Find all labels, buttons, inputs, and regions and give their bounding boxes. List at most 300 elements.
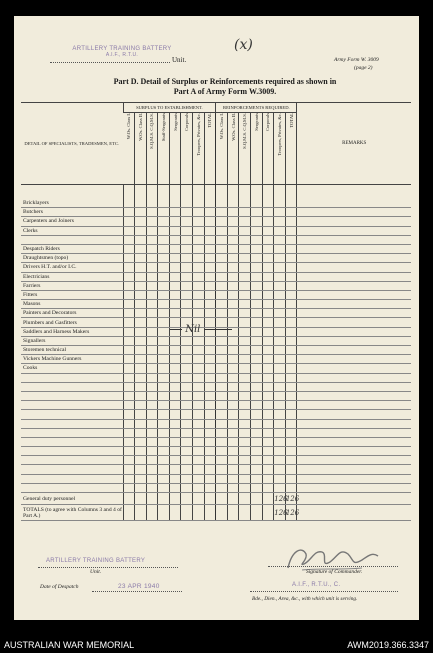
count-cell[interactable] <box>262 364 274 373</box>
count-cell[interactable] <box>274 185 286 199</box>
count-cell[interactable] <box>123 382 135 391</box>
count-cell[interactable] <box>274 437 286 446</box>
count-cell[interactable] <box>239 391 251 400</box>
count-cell[interactable] <box>204 217 216 226</box>
count-cell[interactable] <box>181 447 193 456</box>
count-cell[interactable] <box>239 493 251 505</box>
count-cell[interactable] <box>285 244 297 253</box>
count-cell[interactable] <box>204 290 216 299</box>
count-cell[interactable] <box>204 355 216 364</box>
count-cell[interactable] <box>204 235 216 244</box>
remarks-cell[interactable] <box>297 199 411 208</box>
count-cell[interactable] <box>285 419 297 428</box>
count-cell[interactable] <box>262 327 274 336</box>
remarks-cell[interactable] <box>297 327 411 336</box>
count-cell[interactable] <box>158 474 170 483</box>
count-cell[interactable] <box>227 364 239 373</box>
count-cell[interactable] <box>169 456 181 465</box>
count-cell[interactable] <box>193 382 205 391</box>
count-cell[interactable] <box>146 290 158 299</box>
count-cell[interactable] <box>181 263 193 272</box>
count-cell[interactable] <box>135 300 147 309</box>
count-cell[interactable] <box>239 364 251 373</box>
count-cell[interactable] <box>169 465 181 474</box>
count-cell[interactable] <box>158 483 170 492</box>
count-cell[interactable] <box>135 505 147 521</box>
count-cell[interactable] <box>158 327 170 336</box>
count-cell[interactable] <box>146 456 158 465</box>
count-cell[interactable] <box>216 244 228 253</box>
count-cell[interactable] <box>239 437 251 446</box>
count-cell[interactable] <box>274 401 286 410</box>
count-cell[interactable] <box>239 208 251 217</box>
count-cell[interactable] <box>204 309 216 318</box>
count-cell[interactable] <box>216 437 228 446</box>
count-cell[interactable] <box>262 373 274 382</box>
count-cell[interactable] <box>135 290 147 299</box>
count-cell[interactable] <box>227 401 239 410</box>
count-cell[interactable] <box>262 447 274 456</box>
count-cell[interactable] <box>123 391 135 400</box>
count-cell[interactable] <box>227 226 239 235</box>
count-cell[interactable] <box>123 364 135 373</box>
count-cell[interactable] <box>216 364 228 373</box>
count-cell[interactable] <box>285 254 297 263</box>
count-cell[interactable] <box>181 244 193 253</box>
count-cell[interactable] <box>193 309 205 318</box>
count-cell[interactable] <box>239 465 251 474</box>
count-cell[interactable] <box>204 373 216 382</box>
count-cell[interactable] <box>123 355 135 364</box>
count-cell[interactable] <box>169 290 181 299</box>
count-cell[interactable] <box>158 346 170 355</box>
count-cell[interactable] <box>227 281 239 290</box>
count-cell[interactable] <box>285 327 297 336</box>
count-cell[interactable] <box>274 474 286 483</box>
count-cell[interactable] <box>227 465 239 474</box>
count-cell[interactable] <box>262 437 274 446</box>
count-cell[interactable] <box>227 290 239 299</box>
count-cell[interactable] <box>239 254 251 263</box>
count-cell[interactable] <box>135 318 147 327</box>
count-cell[interactable] <box>135 382 147 391</box>
count-cell[interactable] <box>158 208 170 217</box>
count-cell[interactable] <box>123 272 135 281</box>
count-cell[interactable] <box>262 474 274 483</box>
count-cell[interactable] <box>193 254 205 263</box>
count-cell[interactable] <box>251 364 263 373</box>
count-cell[interactable] <box>239 401 251 410</box>
count-cell[interactable] <box>158 419 170 428</box>
count-cell[interactable] <box>227 391 239 400</box>
count-cell[interactable] <box>204 263 216 272</box>
count-cell[interactable] <box>169 346 181 355</box>
count-cell[interactable] <box>274 355 286 364</box>
count-cell[interactable] <box>169 217 181 226</box>
count-cell[interactable] <box>193 456 205 465</box>
count-cell[interactable] <box>285 226 297 235</box>
count-cell[interactable] <box>193 391 205 400</box>
count-cell[interactable] <box>216 272 228 281</box>
count-cell[interactable] <box>262 419 274 428</box>
count-cell[interactable] <box>123 505 135 521</box>
count-cell[interactable] <box>193 437 205 446</box>
count-cell[interactable] <box>227 199 239 208</box>
remarks-cell[interactable] <box>297 428 411 437</box>
count-cell[interactable] <box>274 483 286 492</box>
count-cell[interactable] <box>285 346 297 355</box>
remarks-cell[interactable] <box>297 254 411 263</box>
count-cell[interactable] <box>239 474 251 483</box>
count-cell[interactable] <box>239 185 251 199</box>
count-cell[interactable] <box>239 410 251 419</box>
count-cell[interactable] <box>158 254 170 263</box>
remarks-cell[interactable] <box>297 437 411 446</box>
count-cell[interactable] <box>181 336 193 345</box>
count-cell[interactable]: 126 <box>274 494 288 503</box>
count-cell[interactable] <box>204 244 216 253</box>
count-cell[interactable] <box>123 300 135 309</box>
count-cell[interactable] <box>204 505 216 521</box>
count-cell[interactable] <box>251 290 263 299</box>
count-cell[interactable] <box>285 281 297 290</box>
count-cell[interactable] <box>123 226 135 235</box>
count-cell[interactable] <box>181 382 193 391</box>
count-cell[interactable] <box>227 373 239 382</box>
count-cell[interactable] <box>262 505 274 521</box>
remarks-cell[interactable] <box>297 318 411 327</box>
count-cell[interactable] <box>251 493 263 505</box>
count-cell[interactable] <box>193 419 205 428</box>
count-cell[interactable] <box>193 208 205 217</box>
count-cell[interactable] <box>227 217 239 226</box>
count-cell[interactable] <box>123 208 135 217</box>
count-cell[interactable] <box>239 300 251 309</box>
count-cell[interactable] <box>146 382 158 391</box>
remarks-cell[interactable] <box>297 244 411 253</box>
count-cell[interactable] <box>204 410 216 419</box>
count-cell[interactable] <box>285 465 297 474</box>
count-cell[interactable] <box>169 428 181 437</box>
count-cell[interactable] <box>216 208 228 217</box>
count-cell[interactable] <box>274 309 286 318</box>
count-cell[interactable] <box>274 318 286 327</box>
count-cell[interactable] <box>262 281 274 290</box>
count-cell[interactable] <box>285 364 297 373</box>
count-cell[interactable] <box>158 447 170 456</box>
count-cell[interactable] <box>181 208 193 217</box>
count-cell[interactable] <box>227 336 239 345</box>
remarks-cell[interactable] <box>297 364 411 373</box>
count-cell[interactable] <box>146 373 158 382</box>
count-cell[interactable] <box>158 290 170 299</box>
count-cell[interactable] <box>227 254 239 263</box>
count-cell[interactable] <box>193 410 205 419</box>
count-cell[interactable] <box>204 208 216 217</box>
count-cell[interactable] <box>204 336 216 345</box>
count-cell[interactable] <box>239 483 251 492</box>
count-cell[interactable] <box>158 235 170 244</box>
count-cell[interactable] <box>239 419 251 428</box>
count-cell[interactable] <box>158 373 170 382</box>
count-cell[interactable] <box>251 373 263 382</box>
count-cell[interactable] <box>135 456 147 465</box>
count-cell[interactable] <box>135 208 147 217</box>
count-cell[interactable] <box>158 300 170 309</box>
count-cell[interactable] <box>181 309 193 318</box>
count-cell[interactable] <box>216 465 228 474</box>
count-cell[interactable] <box>227 419 239 428</box>
count-cell[interactable] <box>216 235 228 244</box>
remarks-cell[interactable] <box>297 185 411 199</box>
count-cell[interactable] <box>262 199 274 208</box>
count-cell[interactable] <box>181 437 193 446</box>
count-cell[interactable] <box>146 263 158 272</box>
count-cell[interactable] <box>123 401 135 410</box>
count-cell[interactable] <box>123 290 135 299</box>
count-cell[interactable] <box>193 346 205 355</box>
count-cell[interactable] <box>146 465 158 474</box>
count-cell[interactable] <box>262 254 274 263</box>
count-cell[interactable] <box>146 447 158 456</box>
count-cell[interactable] <box>135 391 147 400</box>
count-cell[interactable] <box>123 447 135 456</box>
count-cell[interactable] <box>135 272 147 281</box>
count-cell[interactable] <box>123 309 135 318</box>
count-cell[interactable] <box>123 346 135 355</box>
count-cell[interactable] <box>227 474 239 483</box>
count-cell[interactable] <box>251 208 263 217</box>
count-cell[interactable] <box>193 244 205 253</box>
count-cell[interactable] <box>262 483 274 492</box>
count-cell[interactable] <box>169 447 181 456</box>
count-cell[interactable] <box>123 428 135 437</box>
count-cell[interactable] <box>181 355 193 364</box>
count-cell[interactable] <box>216 447 228 456</box>
count-cell[interactable] <box>181 281 193 290</box>
count-cell[interactable] <box>158 382 170 391</box>
count-cell[interactable] <box>169 382 181 391</box>
count-cell[interactable] <box>146 428 158 437</box>
count-cell[interactable] <box>227 244 239 253</box>
count-cell[interactable] <box>169 391 181 400</box>
count-cell[interactable] <box>181 254 193 263</box>
remarks-cell[interactable] <box>297 483 411 492</box>
count-cell[interactable] <box>158 465 170 474</box>
count-cell[interactable] <box>227 505 239 521</box>
count-cell[interactable] <box>216 355 228 364</box>
count-cell[interactable] <box>158 281 170 290</box>
remarks-cell[interactable] <box>297 505 411 521</box>
count-cell[interactable] <box>193 428 205 437</box>
count-cell[interactable] <box>239 281 251 290</box>
count-cell[interactable] <box>204 447 216 456</box>
count-cell[interactable] <box>193 373 205 382</box>
count-cell[interactable] <box>158 401 170 410</box>
count-cell[interactable] <box>227 355 239 364</box>
count-cell[interactable] <box>227 346 239 355</box>
count-cell[interactable] <box>239 456 251 465</box>
count-cell[interactable] <box>285 263 297 272</box>
count-cell[interactable] <box>123 493 135 505</box>
count-cell[interactable] <box>169 199 181 208</box>
count-cell[interactable] <box>251 456 263 465</box>
count-cell[interactable] <box>285 373 297 382</box>
count-cell[interactable] <box>285 199 297 208</box>
count-cell[interactable] <box>135 327 147 336</box>
count-cell[interactable] <box>216 456 228 465</box>
count-cell[interactable] <box>193 226 205 235</box>
count-cell[interactable] <box>262 382 274 391</box>
count-cell[interactable] <box>285 456 297 465</box>
remarks-cell[interactable] <box>297 217 411 226</box>
remarks-cell[interactable] <box>297 281 411 290</box>
count-cell[interactable]: 126 <box>285 505 297 521</box>
count-cell[interactable] <box>227 185 239 199</box>
count-cell[interactable] <box>227 208 239 217</box>
count-cell[interactable] <box>262 309 274 318</box>
count-cell[interactable] <box>181 456 193 465</box>
count-cell[interactable] <box>181 410 193 419</box>
count-cell[interactable] <box>216 505 228 521</box>
count-cell[interactable] <box>146 346 158 355</box>
count-cell[interactable] <box>251 419 263 428</box>
count-cell[interactable] <box>262 235 274 244</box>
count-cell[interactable] <box>239 346 251 355</box>
count-cell[interactable] <box>123 474 135 483</box>
count-cell[interactable] <box>239 505 251 521</box>
remarks-cell[interactable] <box>297 456 411 465</box>
count-cell[interactable] <box>193 281 205 290</box>
count-cell[interactable] <box>181 419 193 428</box>
count-cell[interactable] <box>216 401 228 410</box>
count-cell[interactable] <box>193 483 205 492</box>
count-cell[interactable] <box>146 505 158 521</box>
count-cell[interactable] <box>239 226 251 235</box>
count-cell[interactable] <box>169 401 181 410</box>
count-cell[interactable] <box>285 391 297 400</box>
count-cell[interactable] <box>251 410 263 419</box>
count-cell[interactable] <box>262 217 274 226</box>
count-cell[interactable] <box>135 437 147 446</box>
count-cell[interactable] <box>146 483 158 492</box>
count-cell[interactable] <box>123 373 135 382</box>
count-cell[interactable] <box>123 465 135 474</box>
count-cell[interactable] <box>227 483 239 492</box>
remarks-cell[interactable] <box>297 226 411 235</box>
remarks-cell[interactable] <box>297 272 411 281</box>
count-cell[interactable] <box>262 336 274 345</box>
count-cell[interactable] <box>285 355 297 364</box>
count-cell[interactable] <box>262 300 274 309</box>
count-cell[interactable] <box>285 447 297 456</box>
count-cell[interactable] <box>262 428 274 437</box>
count-cell[interactable] <box>181 483 193 492</box>
count-cell[interactable] <box>204 401 216 410</box>
count-cell[interactable] <box>216 336 228 345</box>
count-cell[interactable] <box>146 410 158 419</box>
count-cell[interactable] <box>135 263 147 272</box>
count-cell[interactable] <box>193 465 205 474</box>
count-cell[interactable] <box>204 456 216 465</box>
count-cell[interactable] <box>251 447 263 456</box>
count-cell[interactable] <box>251 217 263 226</box>
count-cell[interactable] <box>135 401 147 410</box>
count-cell[interactable] <box>251 185 263 199</box>
count-cell[interactable] <box>285 208 297 217</box>
count-cell[interactable] <box>227 447 239 456</box>
count-cell[interactable] <box>181 493 193 505</box>
count-cell[interactable] <box>251 199 263 208</box>
count-cell[interactable] <box>146 254 158 263</box>
count-cell[interactable] <box>204 281 216 290</box>
count-cell[interactable] <box>239 327 251 336</box>
count-cell[interactable] <box>158 391 170 400</box>
count-cell[interactable] <box>169 244 181 253</box>
count-cell[interactable] <box>216 309 228 318</box>
count-cell[interactable] <box>193 185 205 199</box>
count-cell[interactable] <box>169 493 181 505</box>
count-cell[interactable] <box>227 300 239 309</box>
count-cell[interactable] <box>123 327 135 336</box>
count-cell[interactable] <box>239 447 251 456</box>
count-cell[interactable] <box>274 254 286 263</box>
count-cell[interactable] <box>251 391 263 400</box>
count-cell[interactable] <box>274 410 286 419</box>
count-cell[interactable] <box>146 419 158 428</box>
count-cell[interactable] <box>193 235 205 244</box>
count-cell[interactable] <box>169 373 181 382</box>
count-cell[interactable] <box>216 373 228 382</box>
count-cell[interactable] <box>216 185 228 199</box>
count-cell[interactable] <box>216 346 228 355</box>
count-cell[interactable] <box>158 336 170 345</box>
count-cell[interactable] <box>169 419 181 428</box>
count-cell[interactable] <box>204 428 216 437</box>
count-cell[interactable] <box>181 465 193 474</box>
remarks-cell[interactable] <box>297 474 411 483</box>
count-cell[interactable] <box>216 217 228 226</box>
count-cell[interactable] <box>146 235 158 244</box>
count-cell[interactable] <box>135 447 147 456</box>
count-cell[interactable] <box>169 263 181 272</box>
count-cell[interactable] <box>285 336 297 345</box>
count-cell[interactable] <box>204 465 216 474</box>
count-cell[interactable] <box>123 254 135 263</box>
count-cell[interactable] <box>169 208 181 217</box>
count-cell[interactable] <box>251 300 263 309</box>
remarks-cell[interactable] <box>297 235 411 244</box>
remarks-cell[interactable] <box>297 493 411 505</box>
count-cell[interactable] <box>262 290 274 299</box>
count-cell[interactable] <box>181 226 193 235</box>
count-cell[interactable] <box>135 483 147 492</box>
count-cell[interactable] <box>158 217 170 226</box>
count-cell[interactable] <box>146 474 158 483</box>
count-cell[interactable] <box>193 447 205 456</box>
count-cell[interactable] <box>239 272 251 281</box>
count-cell[interactable] <box>274 208 286 217</box>
count-cell[interactable] <box>169 355 181 364</box>
count-cell[interactable] <box>251 505 263 521</box>
count-cell[interactable] <box>158 428 170 437</box>
count-cell[interactable] <box>193 401 205 410</box>
count-cell[interactable] <box>146 391 158 400</box>
count-cell[interactable] <box>239 373 251 382</box>
count-cell[interactable] <box>274 419 286 428</box>
count-cell[interactable] <box>227 272 239 281</box>
remarks-cell[interactable] <box>297 208 411 217</box>
